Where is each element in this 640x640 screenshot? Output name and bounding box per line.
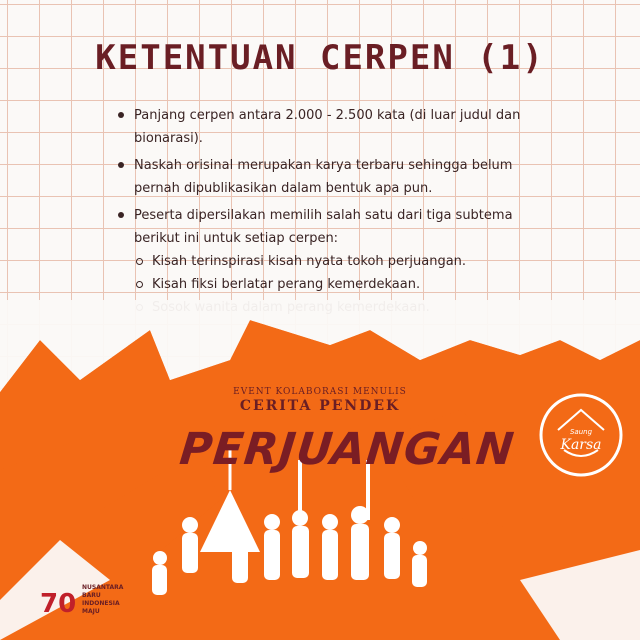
event-tagline: EVENT KOLABORASI MENULIS [233,387,407,397]
rule-text: Panjang cerpen antara 2.000 - 2.500 kata (di luar judul dan bionarasi). [134,108,521,146]
logo-left-text [82,584,162,616]
subtheme-item: Kisah terinspirasi kisah nyata tokoh perjuangan. [134,250,536,273]
logo-left-line: MAJU [82,608,100,615]
subtheme-item: Kisah fiksi berlatar perang kemerdekaan. [134,273,536,296]
rule-text: Peserta dipersilakan memilih salah satu dari tiga subtema berikut ini untuk setiap cerpen: [134,208,513,246]
70-anniversary-logo-icon [38,580,78,620]
event-title: PERJUANGAN [177,424,517,475]
logo-left-line: NUSANTARA [82,584,124,591]
rule-item [116,154,536,200]
event-subtitle: CERITA PENDEK [239,398,401,414]
rule-text: Naskah orisinal merupakan karya terbaru sehingga belum pernah dipublikasikan dalam bentuk apa pun. [134,158,513,196]
svg-text:70: 70 [40,589,77,619]
rule-item [116,104,536,150]
logo-right-name: Karsa [560,437,602,453]
logo-left-line: INDONESIA [82,600,120,607]
page-title: KETENTUAN CERPEN (1) [95,38,545,78]
logo-right-small: Saung [569,428,593,436]
logo-left-line: BARU [82,592,101,599]
rules-list [116,104,536,323]
